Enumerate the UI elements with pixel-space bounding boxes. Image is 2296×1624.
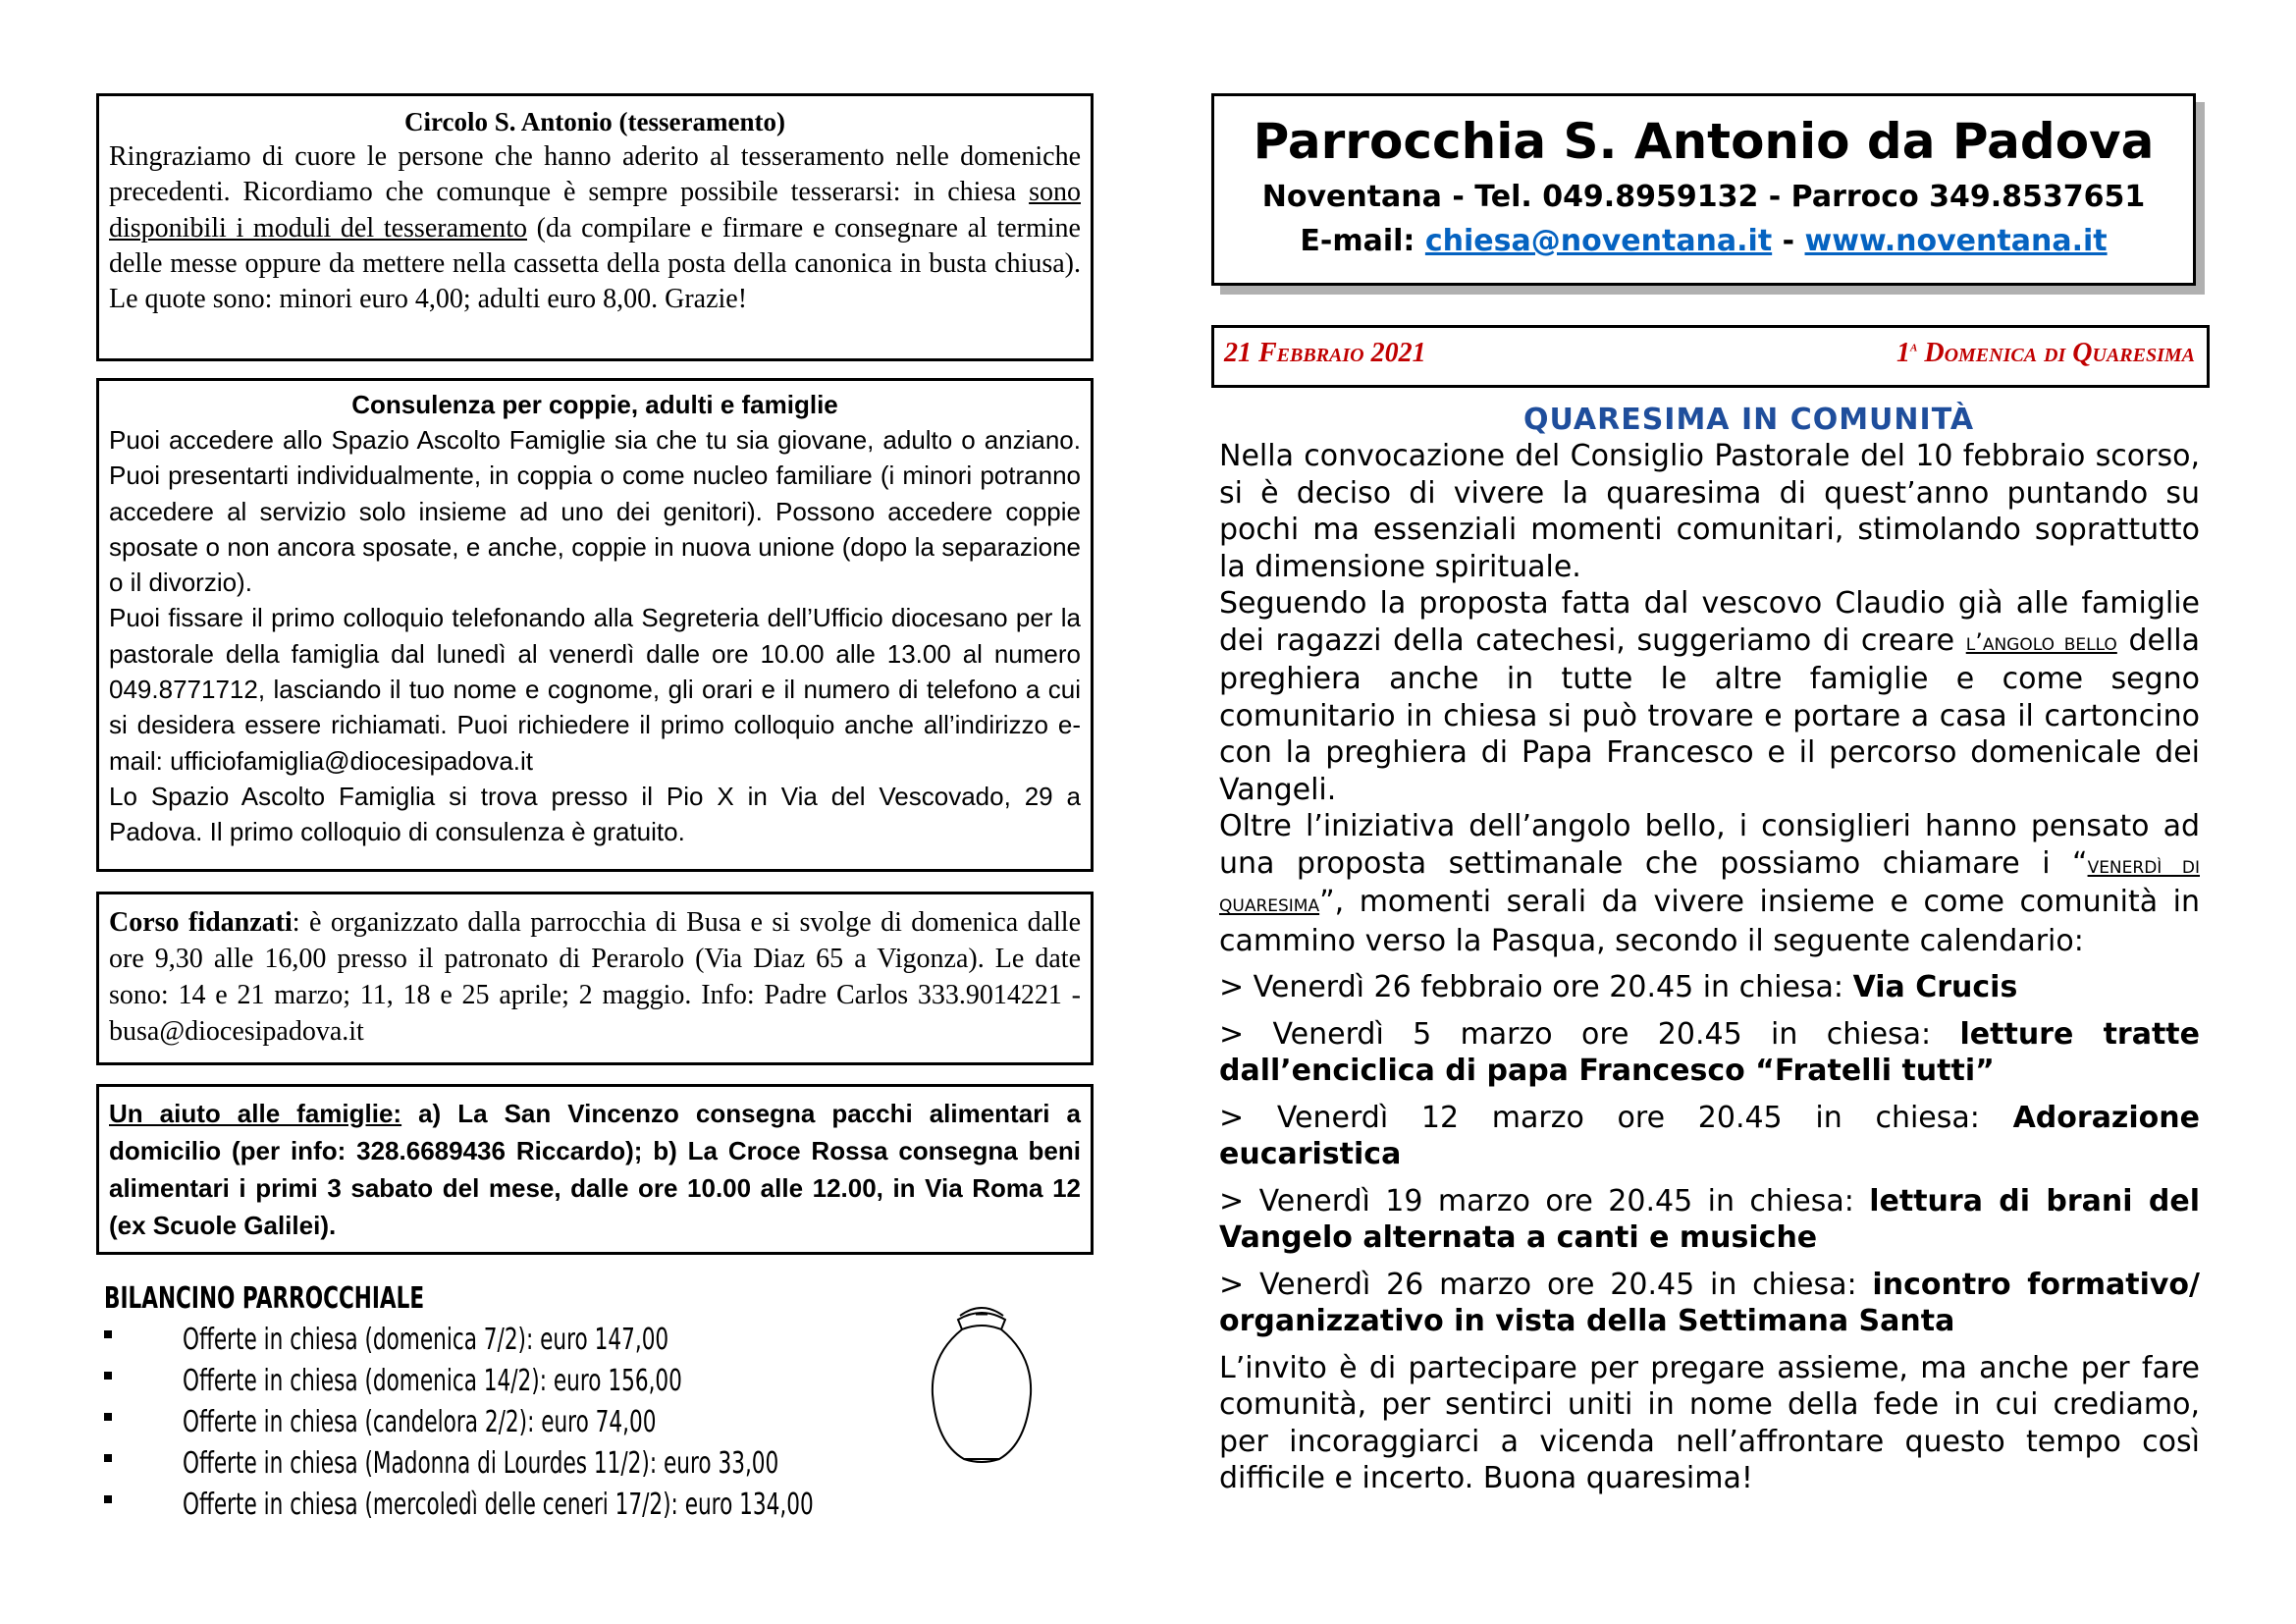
article-p2 [1219, 585, 2200, 808]
angolo-bello-term: l’angolo bello [1965, 627, 2117, 656]
article-title: QUARESIMA IN COMUNITÀ [1522, 403, 1975, 437]
separator: - [1772, 224, 1805, 258]
calendar-item-when: > Venerdì 19 marzo ore 20.45 in chiesa: [1219, 1183, 1870, 1218]
circolo-text-part2: (da compilare e firmare e consegnare al termine delle messe oppure da mettere nella cassetta della posta della canonica in busta chiusa). Le quote sono: minori euro 4,00; adulti euro 8,00. Grazie! [109, 212, 1081, 315]
bilancino-item [104, 1364, 968, 1405]
sunday-ordinal: a [1910, 338, 1918, 355]
calendar-item [1219, 1183, 2200, 1257]
website-link[interactable]: www.noventana.it [1804, 224, 2108, 258]
bullet-icon [104, 1330, 112, 1338]
circolo-text-underlined: sono disponibili i moduli del tesseramento [109, 177, 1081, 244]
aiuto-box [96, 1084, 1094, 1255]
bilancino-title: BILANCINO PARROCCHIALE [104, 1281, 425, 1316]
consulenza-p1: Puoi accedere allo Spazio Ascolto Famiglie sia che tu sia giovane, adulto o anziano. Puoi presentarti individualmente, in coppia o come nucleo familiare (i minori potranno accedere al servizio solo insieme ad uno dei genitori). Possono accedere coppie sposate o non ancora sposate, e anche, coppie in nuova unione (dopo la separazione o il divorzio). [109, 425, 1081, 598]
calendar-item [1219, 1100, 2200, 1173]
calendar-item-when: > Venerdì 26 marzo ore 20.45 in chiesa: [1219, 1267, 1873, 1302]
circolo-title: Circolo S. Antonio (tesseramento) [404, 107, 785, 136]
aiuto-body: a) La San Vincenzo consegna pacchi alimentari a domicilio (per info: 328.6689436 Riccardo); b) La Croce Rossa consegna beni alimentari i primi 3 sabato del mese, dalle ore 10.00 alle 12.00, in Via Roma 12 (ex Scuole Galilei). [109, 1099, 1081, 1240]
bulletin-date: 21 Febbraio 2021 [1224, 338, 1426, 368]
article-closing: L’invito è di partecipare per pregare assieme, ma anche per fare comunità, per sentirci uniti in nome della fede in cui crediamo, per incoraggiarci a vicenda nell’affrontare questo tempo così difficile e incerto. Buona quaresima! [1219, 1350, 2200, 1495]
sunday-text: Domenica di Quaresima [1917, 338, 2195, 368]
venerdi-term: venerdì di quaresima [1219, 850, 2200, 917]
bilancino-item [104, 1488, 968, 1529]
article-p3-part2: ”, momenti serali da vivere insieme e come comunità in cammino verso la Pasqua, secondo il seguente calendario: [1219, 885, 2200, 958]
bilancino-item-text: Offerte in chiesa (Madonna di Lourdes 11/2): euro 33,00 [183, 1446, 779, 1481]
calendar-item-when: > Venerdì 26 febbraio ore 20.45 in chiesa: [1219, 970, 1853, 1004]
calendar-item-what: letture tratte dall’enciclica di papa Francesco “Fratelli tutti” [1219, 1016, 2200, 1088]
parish-header [1211, 93, 2196, 286]
parish-online [1214, 220, 2193, 263]
bilancino-item-text: Offerte in chiesa (mercoledì delle ceneri 17/2): euro 134,00 [183, 1488, 814, 1522]
parish-title: Parrocchia S. Antonio da Padova [1253, 113, 2155, 170]
bilancino-item-text: Offerte in chiesa (domenica 7/2): euro 147,00 [183, 1323, 669, 1357]
calendar-item-what: Adorazione eucaristica [1219, 1100, 2200, 1171]
circolo-text-part1: Ringraziamo di cuore le persone che hanno aderito al tesseramento nelle domeniche precedenti. Ricordiamo che comunque è sempre possibile tesserarsi: in chiesa [109, 141, 1081, 208]
aiuto-text [109, 1095, 1081, 1244]
bullet-icon [104, 1413, 112, 1421]
money-jar-icon [923, 1296, 1041, 1473]
parish-contacts: Noventana - Tel. 049.8959132 - Parroco 349.8537651 [1261, 180, 2146, 214]
article-p2-part2: della preghiera anche in tutte le altre famiglie e come segno comunitario in chiesa si può trovare e portare a casa il cartoncino con la preghiera di Papa Francesco e il percorso domenicale dei Vangeli. [1219, 623, 2201, 807]
calendar-item-when: > Venerdì 12 marzo ore 20.45 in chiesa: [1219, 1100, 2013, 1135]
bullet-icon [104, 1372, 112, 1380]
consulenza-p3: Lo Spazio Ascolto Famiglia si trova presso il Pio X in Via del Vescovado, 29 a Padova. Il primo colloquio di consulenza è gratuito. [109, 781, 1081, 847]
article-p3-part1: Oltre l’iniziativa dell’angolo bello, i consiglieri hanno pensato ad una proposta settimanale che possiamo chiamare i “ [1219, 809, 2200, 881]
bilancino-item [104, 1405, 968, 1446]
article-p3 [1219, 808, 2200, 959]
calendar-item [1219, 1267, 2200, 1340]
corso-text [109, 904, 1081, 1050]
circolo-box [96, 93, 1094, 361]
calendar-item-what: incontro formativo/ organizzativo in vista della Settimana Santa [1219, 1267, 2201, 1338]
consulenza-p2: Puoi fissare il primo colloquio telefonando alla Segreteria dell’Ufficio diocesano per la pastorale della famiglia dal lunedì al venerdì dalle ore 10.00 alle 13.00 al numero 049.8771712, lasciando il tuo nome e cognome, gli orari e il numero di telefono a cui si desidera essere richiamati. Puoi richiedere il primo colloquio anche all’indirizzo e-mail: ufficiofamiglia@diocesipadova.it [109, 603, 1081, 776]
article-p1: Nella convocazione del Consiglio Pastorale del 10 febbraio scorso, si è deciso di vivere la quaresima di quest’anno puntando su pochi ma essenziali momenti comunitari, stimolando soprattutto la dimensione spirituale. [1219, 439, 2200, 584]
article-p2-part1: Seguendo la proposta fatta dal vescovo Claudio già alle famiglie dei ragazzi della catechesi, suggeriamo di creare [1219, 586, 2200, 658]
quaresima-article [1219, 403, 2200, 1497]
liturgical-sunday [1896, 338, 2195, 369]
consulenza-box [96, 378, 1094, 872]
calendar-item [1219, 969, 2200, 1006]
calendar-item-what: Via Crucis [1852, 970, 2018, 1004]
corso-body: : è organizzato dalla parrocchia di Busa e si svolge di domenica dalle ore 9,30 alle 16,00 presso il patronato di Perarolo (Via Diaz 65 a Vigonza). Le date sono: 14 e 21 marzo; 11, 18 e 25 aprile; 2 maggio. Info: Padre Carlos 333.9014221 - busa@diocesipadova.it [109, 907, 1082, 1047]
email-link[interactable]: chiesa@noventana.it [1424, 224, 1773, 258]
bilancino-item-text: Offerte in chiesa (domenica 14/2): euro 156,00 [183, 1364, 682, 1398]
bilancino-item-text: Offerte in chiesa (candelora 2/2): euro 74,00 [183, 1405, 657, 1439]
date-banner [1211, 325, 2210, 388]
aiuto-label: Un aiuto alle famiglie: [109, 1099, 402, 1128]
bilancino-item [104, 1323, 968, 1364]
consulenza-title: Consulenza per coppie, adulti e famiglie [351, 390, 838, 419]
calendar-item-when: > Venerdì 5 marzo ore 20.45 in chiesa: [1219, 1016, 1960, 1052]
bilancino-item [104, 1446, 968, 1488]
calendar-item [1219, 1016, 2200, 1090]
circolo-text [109, 139, 1081, 317]
sunday-number: 1 [1896, 338, 1911, 368]
email-label: E-mail: [1300, 224, 1425, 258]
corso-box [96, 892, 1094, 1065]
calendar-item-what: lettura di brani del Vangelo alternata a canti e musiche [1219, 1183, 2200, 1255]
bilancino-section [104, 1281, 968, 1529]
bullet-icon [104, 1495, 112, 1503]
bullet-icon [104, 1454, 112, 1462]
corso-label: Corso fidanzati [109, 907, 293, 938]
